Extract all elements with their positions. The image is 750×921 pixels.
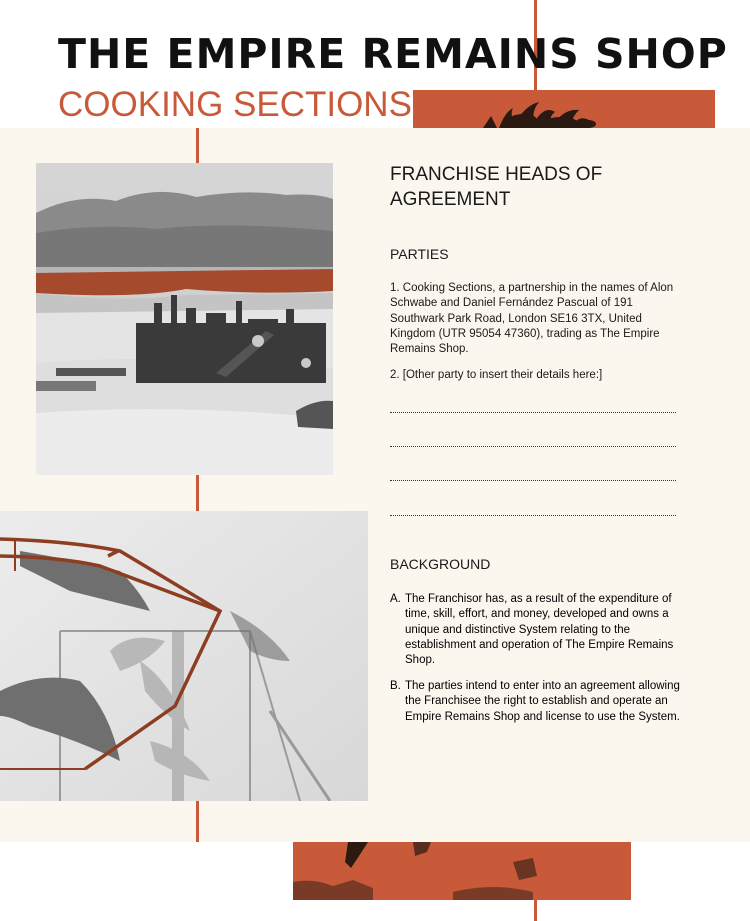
sculpture-photo	[0, 511, 368, 801]
fill-in-line-3[interactable]	[390, 480, 676, 481]
object-silhouette-icon	[293, 842, 631, 900]
fill-in-line-1[interactable]	[390, 412, 676, 413]
background-item-a	[390, 592, 680, 668]
background-item-b	[390, 679, 680, 725]
fill-in-line-2[interactable]	[390, 446, 676, 447]
background-heading: BACKGROUND	[390, 556, 491, 572]
item-text: The Franchisor has, as a result of the expenditure of time, skill, effort, and money, developed and owns a unique and distinctive System relating to the establishment and operation of The Empire Remains Shop.	[405, 593, 674, 667]
document-heading: FRANCHISE HEADS OF AGREEMENT	[390, 164, 603, 210]
party-1-text: 1. Cooking Sections, a partnership in the names of Alon Schwabe and Daniel Fernández Pascual of 191 Southwark Park Road, London SE16 3TX, United Kingdom (UTR 95054 47360), trading as The Empire Remains Shop.	[390, 282, 674, 356]
item-text: The parties intend to enter into an agreement allowing the Franchisee the right to establish and operate an Empire Remains Shop and license to use the System.	[405, 680, 680, 723]
page-title: THE EMPIRE REMAINS SHOP	[58, 30, 728, 78]
item-label: B.	[390, 680, 401, 692]
orange-band-bottom	[293, 842, 631, 900]
palm-silhouette-icon	[413, 90, 715, 128]
parties-heading: PARTIES	[390, 246, 449, 262]
item-label: A.	[390, 593, 401, 605]
orange-band-top	[413, 90, 715, 128]
industrial-plant-photo	[36, 163, 333, 475]
party-2-text: 2. [Other party to insert their details here:]	[390, 369, 603, 381]
fill-in-line-4[interactable]	[390, 515, 676, 516]
page-subtitle: COOKING SECTIONS	[58, 85, 412, 124]
